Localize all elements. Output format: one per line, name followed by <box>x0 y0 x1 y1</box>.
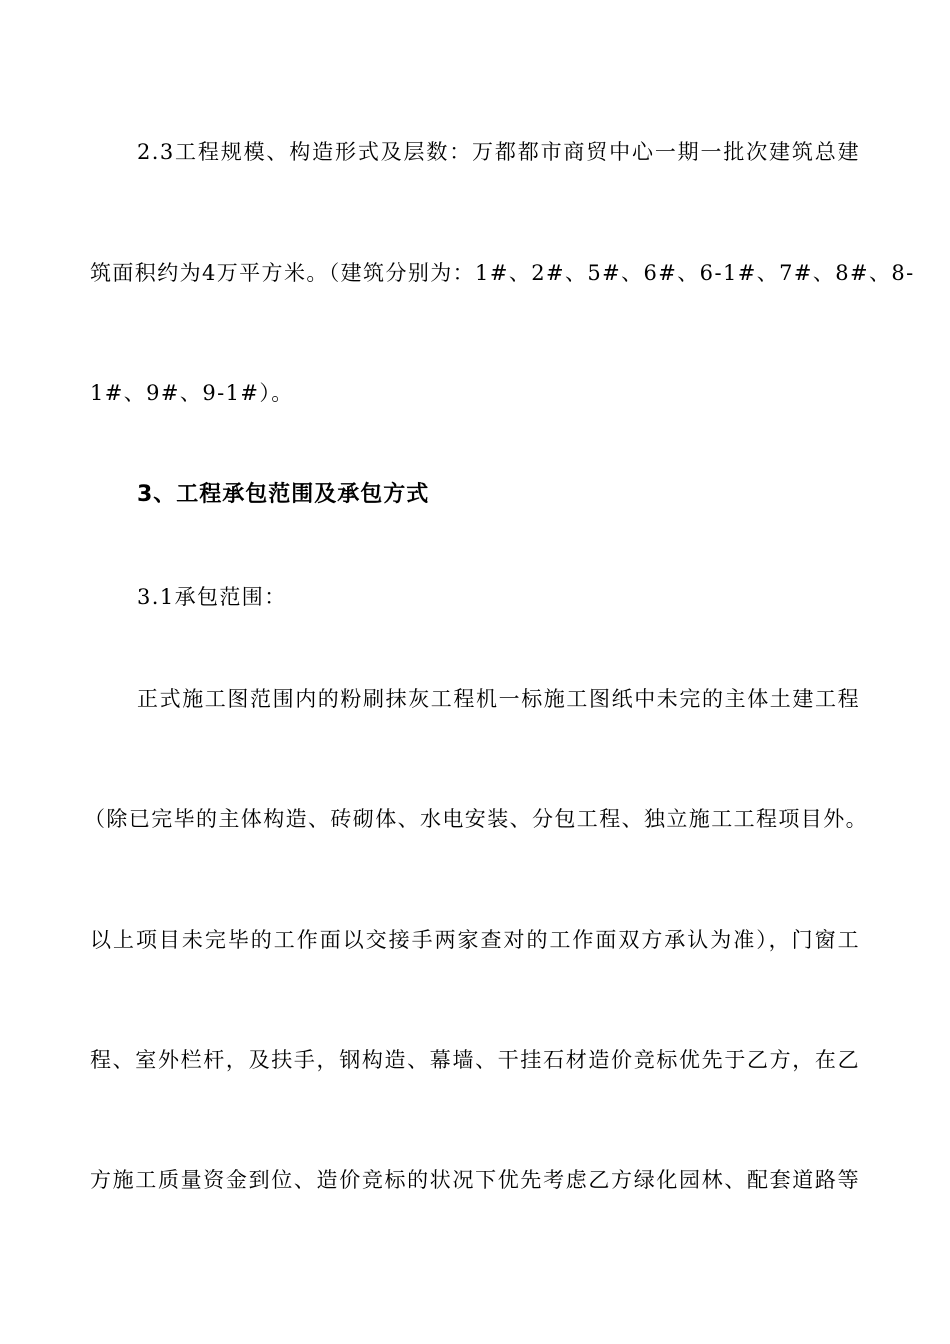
paragraph-3-1-line-3: 以上项目未完毕的工作面以交接手两家查对的工作面双方承认为准），门窗工 <box>90 928 860 952</box>
paragraph-2-3-line-3: 1#、9#、9-1#）。 <box>90 381 294 405</box>
paragraph-3-1-line-4: 程、室外栏杆，及扶手，钢构造、幕墙、干挂石材造价竞标优先于乙方，在乙 <box>90 1048 860 1072</box>
subsection-heading-3-1: 3.1承包范围： <box>137 585 287 609</box>
paragraph-3-1-line-1: 正式施工图范围内的粉刷抹灰工程机一标施工图纸中未完的主体土建工程 <box>137 687 860 711</box>
paragraph-3-1-line-2: （除已完毕的主体构造、砖砌体、水电安装、分包工程、独立施工工程项目外。 <box>84 807 868 831</box>
paragraph-2-3-line-1: 2.3工程规模、构造形式及层数：万都都市商贸中心一期一批次建筑总建 <box>137 140 860 164</box>
paragraph-3-1-line-5: 方施工质量资金到位、造价竞标的状况下优先考虑乙方绿化园林、配套道路等 <box>90 1168 860 1192</box>
section-heading-3: 3、工程承包范围及承包方式 <box>137 482 430 507</box>
paragraph-2-3-line-2: 筑面积约为4万平方米。（建筑分别为：1#、2#、5#、6#、6-1#、7#、8#、8- <box>90 261 915 285</box>
